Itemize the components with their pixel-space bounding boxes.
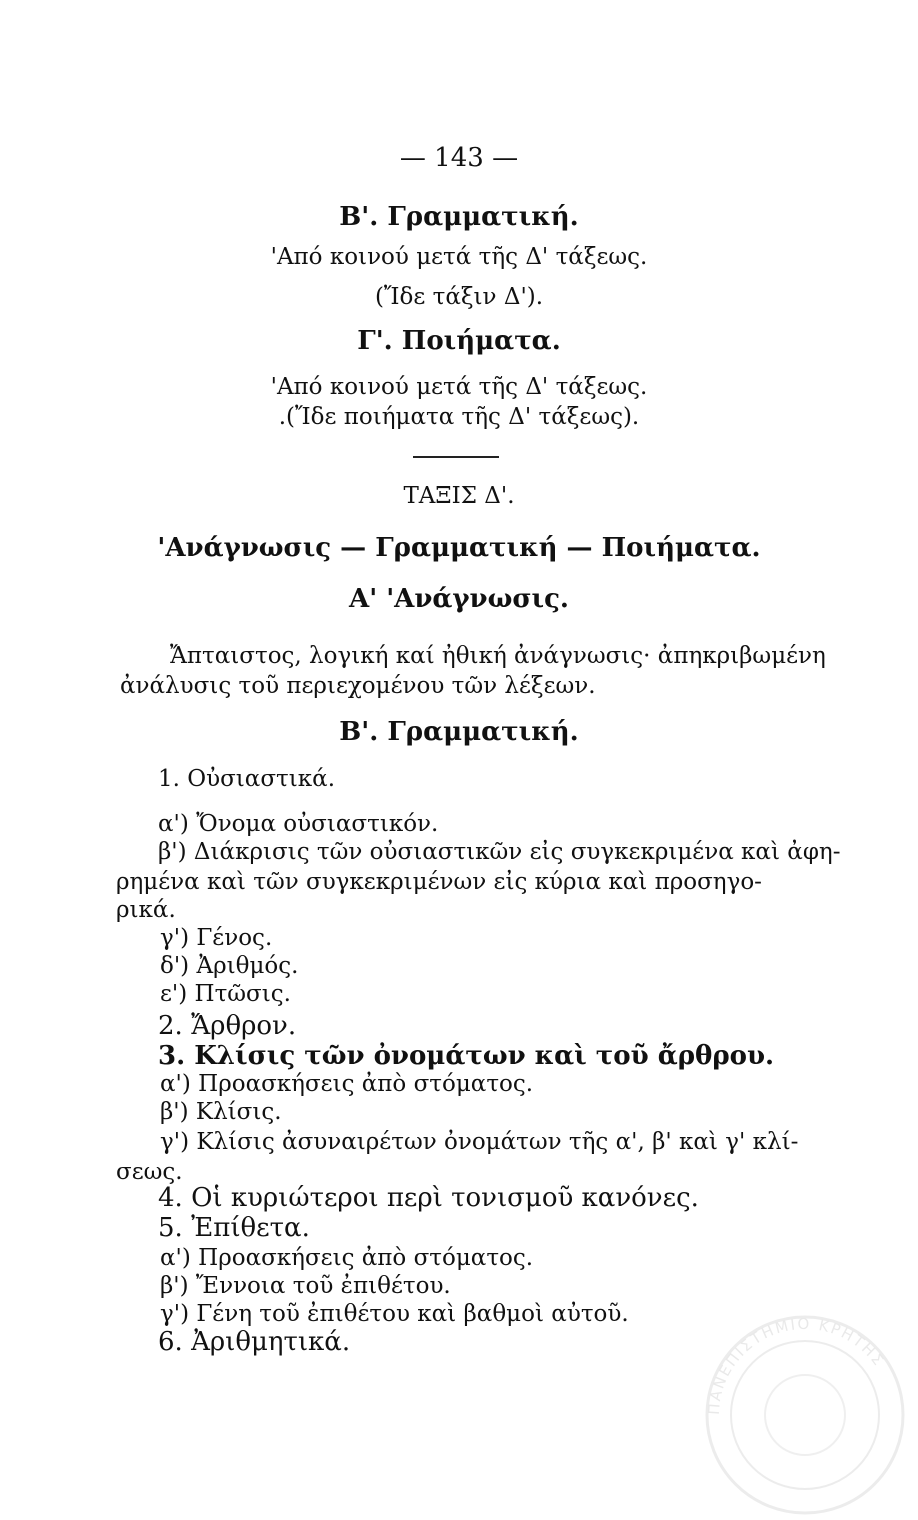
- list-item: β') Ἔννοια τοῦ ἐπιθέτου.: [160, 1273, 451, 1299]
- list-item: δ') Ἀριθμός.: [160, 953, 299, 979]
- section-c-poems-line2: .(Ἴδε ποιήματα τῆς Δ' τάξεως).: [278, 404, 640, 430]
- class-subtitle: 'Ανάγνωσις — Γραμματική — Ποιήματα.: [157, 533, 761, 563]
- list-item: 6. Ἀριθμητικά.: [158, 1327, 351, 1357]
- section-b-grammar2-title: Β'. Γραμματική.: [339, 717, 579, 747]
- list-item: 4. Οἱ κυριώτεροι περὶ τονισμοῦ κανόνες.: [158, 1183, 699, 1213]
- list-item: γ') Γένος.: [160, 925, 273, 951]
- class-title: ΤΑΞΙΣ Δ'.: [403, 483, 515, 509]
- section-b-grammar-title: Β'. Γραμματική.: [339, 202, 579, 232]
- reading-paragraph-line1: Ἄπταιστος, λογική καί ἠθική ἀνάγνωσις· ἀπηκριβωμένη: [170, 643, 826, 669]
- list-item: 1. Οὐσιαστικά.: [158, 766, 336, 792]
- reading-paragraph-line2: ἀνάλυσις τοῦ περιεχομένου τῶν λέξεων.: [120, 673, 596, 699]
- list-item: α') Ὄνομα οὐσιαστικόν.: [158, 811, 439, 837]
- list-item: ρημένα καὶ τῶν συγκεκριμένων εἰς κύρια καὶ προσηγο-: [116, 869, 762, 895]
- svg-text:ΠΑΝΕΠΙΣΤΗΜΙΟ ΚΡΗΤΗΣ: ΠΑΝΕΠΙΣΤΗΜΙΟ ΚΡΗΤΗΣ: [704, 1314, 889, 1416]
- section-b-grammar-line1: 'Από κοινού μετά τῆς Δ' τάξεως.: [270, 244, 648, 270]
- section-c-poems-line1: 'Από κοινού μετά τῆς Δ' τάξεως.: [270, 374, 648, 400]
- list-item: 2. Ἄρθρον.: [158, 1011, 297, 1041]
- list-item: α') Προασκήσεις ἀπὸ στόματος.: [160, 1245, 534, 1271]
- list-item: 3. Κλίσις τῶν ὀνομάτων καὶ τοῦ ἄρθρου.: [158, 1041, 775, 1071]
- section-c-poems-title: Γ'. Ποιήματα.: [357, 326, 561, 356]
- list-item: β') Κλίσις.: [160, 1099, 282, 1125]
- university-seal-watermark: [700, 1310, 910, 1520]
- section-divider: [413, 456, 499, 458]
- list-item: ε') Πτῶσις.: [160, 981, 291, 1007]
- list-item: γ') Γένη τοῦ ἐπιθέτου καὶ βαθμοὶ αὐτοῦ.: [160, 1301, 629, 1327]
- section-a-reading-title: Α' 'Ανάγνωσις.: [349, 584, 569, 614]
- section-b-grammar-line2: (Ἴδε τάξιν Δ').: [374, 284, 544, 310]
- page-number: — 143 —: [399, 143, 519, 173]
- list-item: α') Προασκήσεις ἀπὸ στόματος.: [160, 1071, 534, 1097]
- list-item: ρικά.: [116, 897, 176, 923]
- list-item: γ') Κλίσις ἀσυναιρέτων ὀνομάτων τῆς α', β' καὶ γ' κλί-: [160, 1129, 799, 1155]
- list-item: σεως.: [116, 1159, 183, 1185]
- list-item: 5. Ἐπίθετα.: [158, 1213, 310, 1243]
- list-item: β') Διάκρισις τῶν οὐσιαστικῶν εἰς συγκεκριμένα καὶ ἀφη-: [158, 839, 841, 865]
